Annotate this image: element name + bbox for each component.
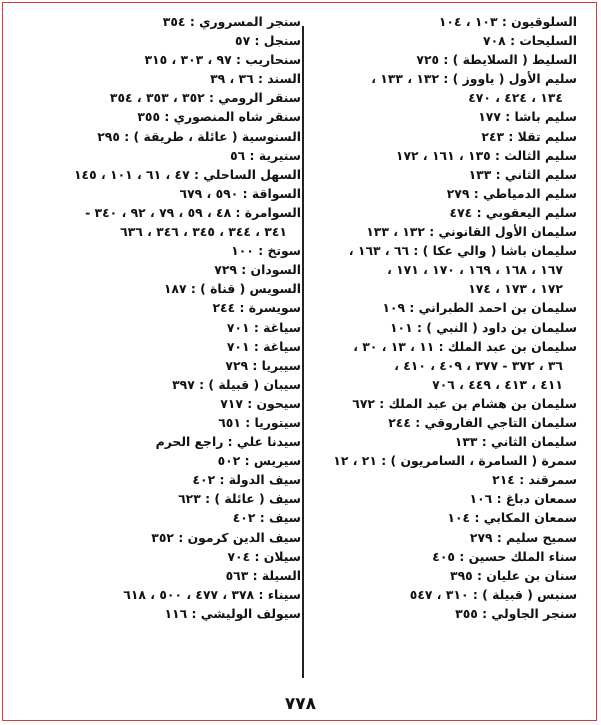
index-entry: السيلة : ٥٦٣: [225, 567, 301, 583]
index-entry: السودان : ٧٢٩: [214, 262, 301, 278]
index-entry: ١٧٢ ، ١٧٣ ، ١٧٤: [468, 281, 563, 297]
index-entry: السواقة : ٥٩٠ ، ٦٧٩: [179, 185, 301, 201]
index-entry: السلوقيون : ١٠٣ ، ١٠٤: [438, 14, 577, 29]
index-entry: سنبس ( قبيلة ) : ٣١٠ ، ٥٤٧: [409, 586, 577, 602]
index-column-left: [26, 12, 301, 623]
index-entry: ٣٤١ ، ٣٤٤ ، ٣٤٥ ، ٣٤٦ ، ٦٣٦: [120, 224, 287, 240]
index-entry: السند : ٣٦ ، ٣٩: [210, 71, 301, 87]
index-entry: سليمان بن احمد الطبراني : ١٠٩: [382, 300, 577, 316]
index-entry: سليمان بن هشام بن عبد الملك : ٦٧٢: [352, 395, 577, 411]
index-entry: سنجل : ٥٧: [235, 33, 301, 49]
index-entry: سيبان ( قبيلة ) : ٣٩٧: [172, 376, 301, 392]
index-entry: سنان بن عليان : ٣٩٥: [450, 567, 577, 583]
index-entry: ٣٦ ، ٣٧٢ - ٣٧٧ ، ٤٠٩ ، ٤١٠ ،: [394, 357, 563, 373]
index-entry: سيبريا : ٧٢٩: [225, 357, 301, 373]
index-entry: سليمان الثاني : ١٣٣: [454, 434, 577, 450]
index-entry: سياغة : ٧٠١: [226, 319, 301, 335]
index-entry: سنجر الجاولي : ٣٥٥: [455, 605, 577, 621]
index-entry: سوتخ : ١٠٠: [231, 243, 301, 259]
index-entry: السنوسية ( عائلة ، طريقة ) : ٢٩٥: [97, 128, 301, 144]
index-entry: سيف الدين كرمون : ٣٥٢: [151, 529, 301, 545]
index-entry: سليمان بن داود ( النبي ) : ١٠١: [389, 319, 577, 335]
index-entry: سيلان : ٧٠٤: [227, 548, 301, 564]
index-entry: سليم الثاني : ١٣٣: [468, 166, 577, 182]
index-entry: سليمان بن عبد الملك : ١١ ، ١٣ ، ٣٠ ،: [353, 338, 577, 354]
page-number: ٧٧٨: [284, 694, 317, 714]
index-entry: السويس ( قناة ) : ١٨٧: [163, 281, 301, 297]
index-entry: سياغة : ٧٠١: [226, 338, 301, 354]
index-entry: سيولف الوليشي : ١١٦: [164, 605, 301, 621]
index-entry: سمرقند : ٢١٤: [492, 472, 577, 488]
index-entry: سليمان باشا ( والي عكا ) : ٦٦ ، ١٦٣ ،: [348, 243, 577, 259]
index-entry: ١٦٧ ، ١٦٨ ، ١٦٩ ، ١٧٠ ، ١٧١ ،: [387, 262, 563, 278]
index-entry: السليط ( السلايطة ) : ٧٢٥: [416, 52, 577, 68]
index-entry: سنحاريب : ٩٧ ، ٣٠٣ ، ٣١٥: [144, 52, 301, 68]
index-entry: سيحون : ٧١٧: [220, 395, 301, 411]
index-entry: سنقر الرومي : ٣٥٢ ، ٣٥٣ ، ٣٥٤: [109, 90, 301, 106]
index-entry: سمعان دباغ : ١٠٦: [469, 491, 577, 507]
index-entry: السهل الساحلي : ٤٧ ، ٦١ ، ١٠١ ، ١٤٥: [73, 166, 301, 182]
index-entry: سيف : ٤٠٢: [232, 510, 301, 526]
index-entry: سيريس : ٥٠٢: [217, 453, 301, 469]
index-entry: سناء الملك حسين : ٤٠٥: [432, 548, 577, 564]
index-entry: سنجر المسروري : ٣٥٤: [162, 14, 301, 29]
index-entry: سليمان الأول القانوني : ١٣٢ ، ١٣٣: [366, 224, 577, 240]
index-entry: سمعان المكابي : ١٠٤: [447, 510, 577, 526]
index-entry: ١٣٤ ، ٤٢٤ ، ٤٧٠: [468, 90, 563, 106]
index-entry: سليم اليعقوبي : ٤٧٤: [449, 204, 577, 220]
index-entry: سيدنا علي : راجع الحرم: [155, 434, 301, 450]
index-entry: سليم باشا : ١٧٧: [478, 109, 577, 125]
index-entry: سيف الدولة : ٤٠٢: [192, 472, 301, 488]
index-entry: سيتوريا : ٦٥١: [218, 414, 301, 430]
index-entry: سنقر شاه المنصوري : ٣٥٥: [137, 109, 301, 125]
index-entry: السليحات : ٧٠٨: [483, 33, 577, 49]
index-entry: سليم الأول ( ياووز ) : ١٣٢ ، ١٣٣ ،: [371, 71, 577, 87]
index-entry: سليمان التاجي الفاروقي : ٢٤٤: [388, 414, 577, 430]
index-entry: سنيرية : ٥٦: [230, 147, 301, 163]
index-entry: سويسرة : ٢٤٤: [212, 300, 301, 316]
index-entry: سيف ( عائلة ) : ٦٢٣: [178, 491, 301, 507]
index-entry: سليم الدمياطي : ٢٧٩: [446, 185, 577, 201]
index-entry: ٤١١ ، ٤١٣ ، ٤٤٩ ، ٧٠٦: [432, 376, 563, 392]
index-entry: السوامرة : ٤٨ ، ٥٩ ، ٧٩ ، ٩٢ ، ٣٤٠ -: [85, 204, 301, 220]
index-entry: سميح سليم : ٢٧٩: [469, 529, 577, 545]
index-entry: سليم تقلا : ٢٤٣: [481, 128, 577, 144]
index-entry: سمرة ( السامرة ، السامريون ) : ٢١ ، ١٢: [333, 453, 577, 469]
index-entry: سيناء : ٣٧٨ ، ٤٧٧ ، ٥٠٠ ، ٦١٨: [123, 586, 301, 602]
index-column-right: [322, 12, 577, 623]
column-divider: [302, 26, 304, 678]
index-entry: سليم الثالث : ١٣٥ ، ١٦١ ، ١٧٢: [395, 147, 577, 163]
